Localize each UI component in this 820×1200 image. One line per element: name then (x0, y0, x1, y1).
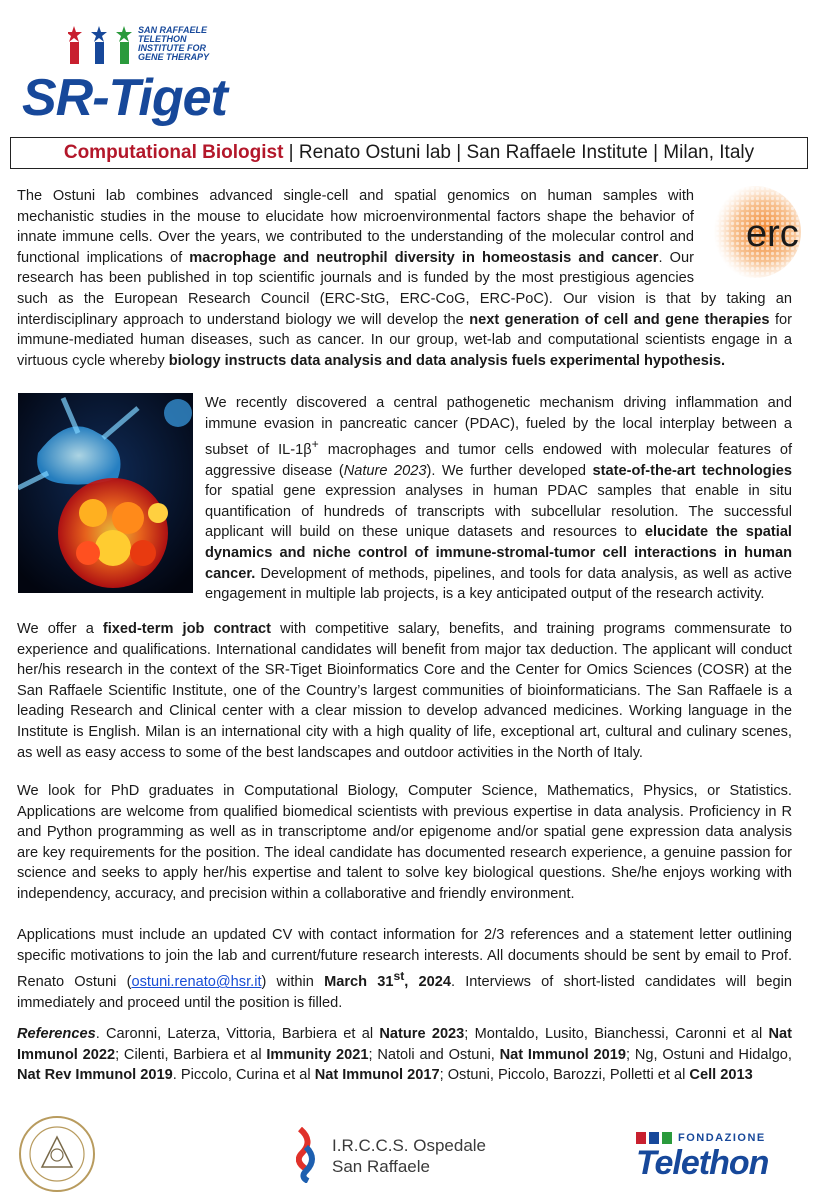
telethon-logo (636, 1130, 786, 1186)
hsr-line2: San Raffaele (332, 1157, 430, 1176)
intro-paragraph: The Ostuni lab combines advanced single-cell and spatial genomics on human samples with mechanistic studies in the mouse to elucidate how microenvironmental factors shape the behavior of innate immune cells. Over the years, we contributed to the understanding of the molecular control and functional implications of macrophage and neutrophil diversity in homeostasis and cancer. Our research has been published in top scientific journals and is funded by the most prestigious agencies such as the European Research Council (ERC-StG, ERC-CoG, ERC-PoC). Our vision is that by taking an interdisciplinary approach to understand biology we will develop the next generation of cell and gene therapies for immune-mediated human diseases, such as cancer. In our group, wet-lab and computational scientists engage in a virtuous cycle whereby biology instructs data analysis and data analysis fuels experimental hypothesis. (17, 188, 792, 369)
requirements-paragraph: We look for PhD graduates in Computational Biology, Computer Science, Mathematics, Physics, or Statistics. Applications are welcome from qualified biomedical scientists with previous expertise in data analysis. Proficiency in R and Python programming as well as in transcriptome and/or epigenome and/or spatial gene expression data analysis are key requirements for the position. The ideal candidate has documented research experience, a genuine passion for science and seeks to apply her/his expertise and talent to solve key biological questions. She/he enjoys working with independency, accuracy, and precision within a collaborative and friendly environment. (17, 783, 792, 902)
references-paragraph: References. Caronni, Laterza, Vittoria, Barbiera et al Nature 2023; Montaldo, Lusito, Bianchessi, Caronni et al Nat Immunol 2022; Cilenti, Barbiera et al Immunity 2021; Natoli and Ostuni, Nat Immunol 2019; Ng, Ostuni and Hidalgo, Nat Rev Immunol 2019. Piccolo, Curina et al Nat Immunol 2017; Ostuni, Piccolo, Barozzi, Polletti et al Cell 2013 (17, 1026, 793, 1084)
sr-tiget-logo (20, 18, 230, 127)
page-title (10, 137, 808, 169)
logo-subtitle: SAN RAFFAELE TELETHON INSTITUTE FOR GENE THERAPY (138, 25, 210, 62)
university-seal-logo (18, 1115, 96, 1193)
logo-wordmark: SR-Tiget (22, 69, 227, 127)
research-paragraph: We recently discovered a central pathogenetic mechanism driving inflammation and immune evasion in pancreatic cancer (PDAC), fueled by the local interplay between a subset of IL-1β+ macrophages and tumor cells endowed with molecular features of aggressive disease (Nature 2023). We further developed state-of-the-art technologies for spatial gene expression analyses in human PDAC samples that enable in situ quantification of hundreds of transcripts with subcellular resolution. The successful applicant will build on these unique datasets and resources to elucidate the spatial dynamics and niche control of immune-stromal-tumor cell interactions in human cancer. Development of methods, pipelines, and tools for data analysis, as well as active engagement in multiple lab projects, is a key anticipated output of the research activity. (205, 395, 792, 603)
telethon-foundation-label: FONDAZIONE (678, 1132, 766, 1144)
erc-text: erc (746, 213, 799, 255)
hsr-line1: I.R.C.C.S. Ospedale (332, 1136, 487, 1155)
application-paragraph: Applications must include an updated CV with contact information for 2/3 references and a statement letter outlining specific motivations to join the lab and current/future research interests. All documents should be sent by email to Prof. Renato Ostuni (ostuni.renato@hsr.it) within March 31st, 2024. Interviews of short-listed candidates will begin immediately and proceed until the position is filled. (17, 927, 792, 1011)
stars-icon (68, 24, 142, 64)
telethon-wordmark: Telethon (636, 1144, 769, 1182)
hsr-logo (296, 1127, 496, 1185)
contact-email-link[interactable]: ostuni.renato@hsr.it (131, 974, 262, 991)
offer-paragraph: We offer a fixed-term job contract with competitive salary, benefits, and training programs commensurate to experience and qualifications. International candidates will benefit from major tax deduction. The applicant will conduct her/his research in the context of the SR-Tiget Bioinformatics Core and the Center for Omics Sciences (COSR) at the San Raffaele Scientific Institute, one of the Country’s largest communities of bioinformaticians. The San Raffaele is a leading Research and Clinical center with a clear mission to develop advanced medicines. Working language in the Institute is English. Milan is an international city with a high quality of life, exceptional art, cultural and culinary scenes, as well as easy access to some of the best landscapes and outdoor activities in the North of Italy. (17, 621, 793, 761)
hsr-emblem-icon (296, 1127, 318, 1183)
cell-microscopy-image (18, 393, 193, 593)
title-rest: | Renato Ostuni lab | San Raffaele Institute | Milan, Italy (283, 142, 755, 163)
title-role: Computational Biologist (63, 142, 284, 163)
telethon-stars-icon (636, 1130, 676, 1144)
